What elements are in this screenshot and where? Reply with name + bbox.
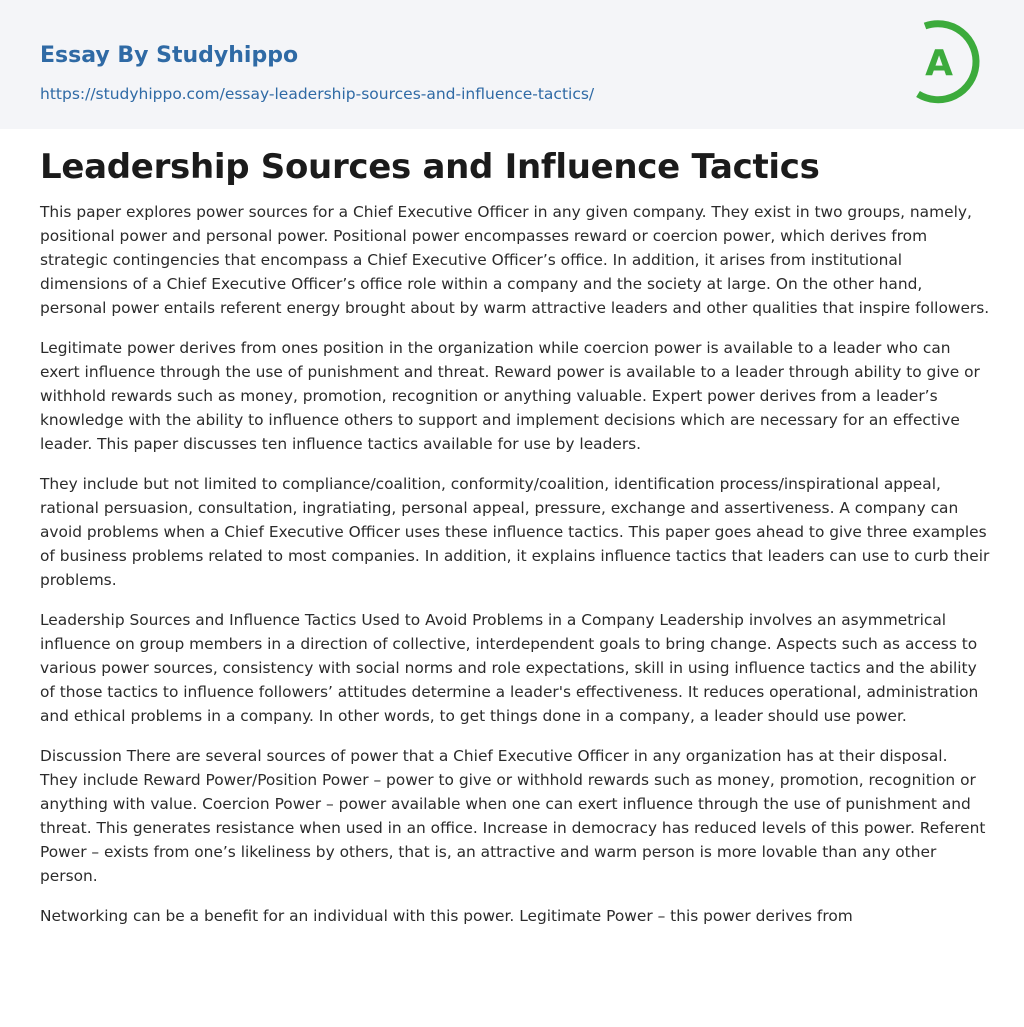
article-paragraph: Networking can be a benefit for an individual with this power. Legitimate Power – this power derives from xyxy=(40,907,853,925)
site-header xyxy=(0,0,1024,129)
article-paragraph: They include but not limited to compliance/coalition, conformity/coalition, identification process/inspirational appeal, rational persuasion, consultation, ingratiating, personal appeal, pressure, exchange and assertiveness. A company can avoid problems when a Chief Executive Officer uses these influence tactics. This paper goes ahead to give three examples of business problems related to most companies. In addition, it explains influence tactics that leaders can use to curb their problems. xyxy=(40,475,990,589)
article-title: Leadership Sources and Influence Tactics xyxy=(40,147,820,187)
site-name[interactable]: Essay By Studyhippo xyxy=(40,43,299,68)
logo-letter: A xyxy=(925,43,953,84)
studyhippo-logo-icon[interactable] xyxy=(906,17,992,107)
article-paragraph: Leadership Sources and Influence Tactics Used to Avoid Problems in a Company Leadership involves an asymmetrical influence on group members in a direction of collective, interdependent goals to bring change. Aspects such as access to various power sources, consistency with social norms and role expectations, skill in using influence tactics and the ability of those tactics to influence followers’ attitudes determine a leader's effectiveness. It reduces operational, administration and ethical problems in a company. In other words, to get things done in a company, a leader should use power. xyxy=(40,611,979,725)
article-paragraph: Legitimate power derives from ones position in the organization while coercion power is available to a leader who can exert influence through the use of punishment and threat. Reward power is available to a leader through ability to give or withhold rewards such as money, promotion, recognition or anything valuable. Expert power derives from a leader’s knowledge with the ability to influence others to support and implement decisions which are necessary for an effective leader. This paper discusses ten influence tactics available for use by leaders. xyxy=(40,339,980,453)
article xyxy=(40,140,990,944)
source-url-link[interactable]: https://studyhippo.com/essay-leadership-sources-and-influence-tactics/ xyxy=(40,85,595,103)
article-paragraph: Discussion There are several sources of power that a Chief Executive Officer in any organization has at their disposal. They include Reward Power/Position Power – power to give or withhold rewards such as money, promotion, recognition or anything with value. Coercion Power – power available when one can exert influence through the use of punishment and threat. This generates resistance when used in an office. Increase in democracy has reduced levels of this power. Referent Power – exists from one’s likeliness by others, that is, an attractive and warm person is more lovable than any other person. xyxy=(40,747,986,885)
article-paragraph: This paper explores power sources for a Chief Executive Officer in any given company. They exist in two groups, namely, positional power and personal power. Positional power encompasses reward or coercion power, which derives from strategic contingencies that encompass a Chief Executive Officer’s office. In addition, it arises from institutional dimensions of a Chief Executive Officer’s office role within a company and the society at large. On the other hand, personal power entails referent energy brought about by warm attractive leaders and other qualities that inspire followers. xyxy=(40,203,990,317)
